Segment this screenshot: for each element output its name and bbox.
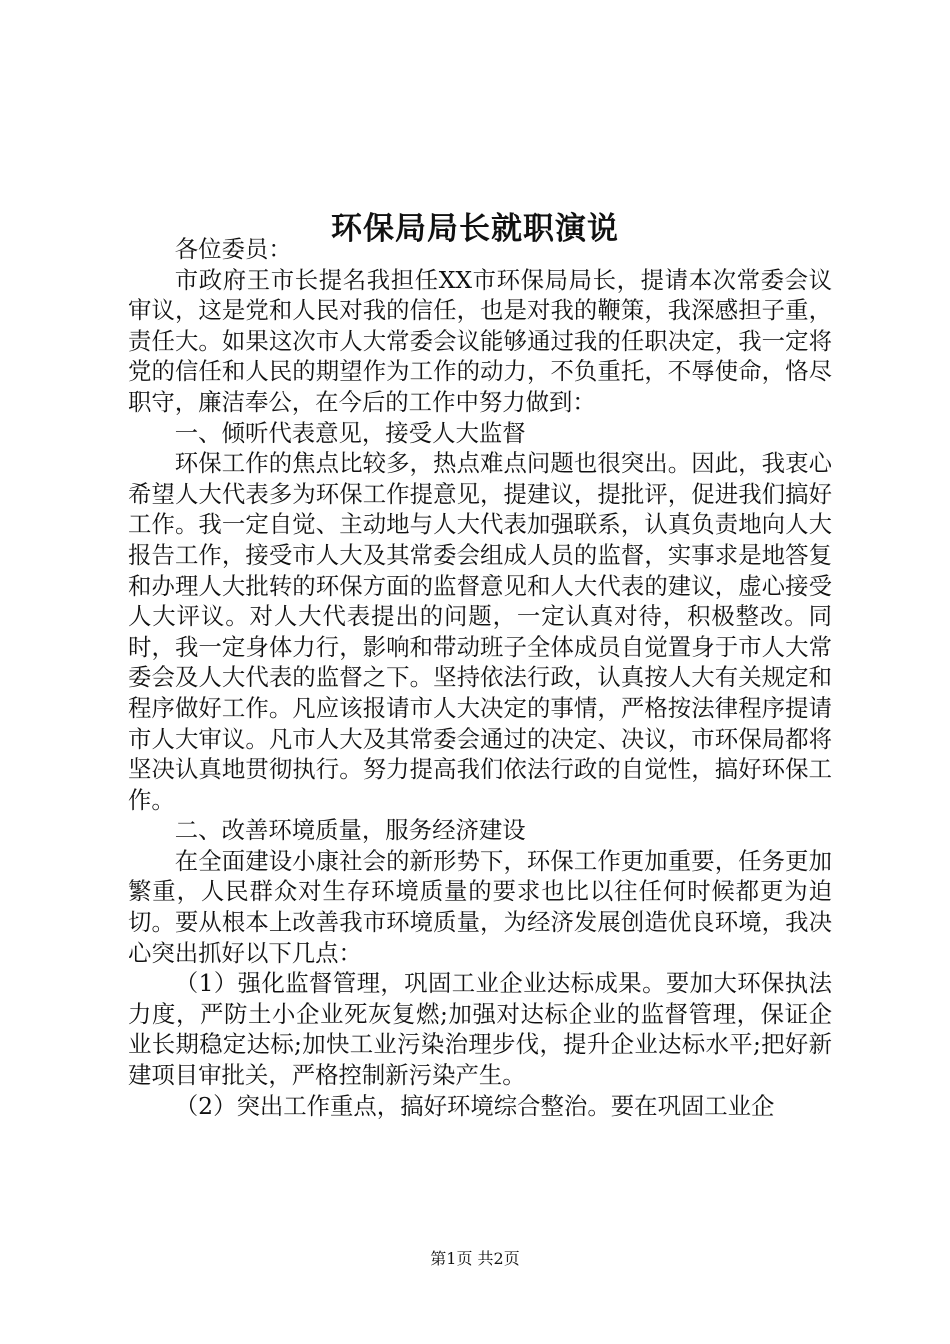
- item-1-paragraph: （1）强化监督管理，巩固工业企业达标成果。要加大环保执法力度，严防土小企业死灰复燃;加强对达标企业的监督管理，保证企业长期稳定达标;加快工业污染治理步伐，提升企业达标水平;把好新建项目审批关，严格控制新污染产生。: [128, 969, 832, 1090]
- section-1-paragraph: 环保工作的焦点比较多，热点难点问题也很突出。因此，我衷心希望人大代表多为环保工作提意见，提建议，提批评，促进我们搞好工作。我一定自觉、主动地与人大代表加强联系，认真负责地向人大报告工作，接受市人大及其常委会组成人员的监督，实事求是地答复和办理人大批转的环保方面的监督意见和人大代表的建议，虚心接受人大评议。对人大代表提出的问题，一定认真对待，积极整改。同时，我一定身体力行，影响和带动班子全体成员自觉置身于市人大常委会及人大代表的监督之下。坚持依法行政，认真按人大有关规定和程序做好工作。凡应该报请市人大决定的事情，严格按法律程序提请市人大审议。凡市人大及其常委会通过的决定、决议，市环保局都将坚决认真地贯彻执行。努力提高我们依法行政的自觉性，搞好环保工作。: [128, 449, 832, 814]
- section-heading-2: 二、改善环境质量，服务经济建设: [174, 816, 526, 845]
- section-2-paragraph: 在全面建设小康社会的新形势下，环保工作更加重要，任务更加繁重，人民群众对生存环境质量的要求也比以往任何时候都更为迫切。要从根本上改善我市环境质量，为经济发展创造优良环境，我决心突出抓好以下几点：: [128, 846, 832, 967]
- page-number-footer: 第1页 共2页: [430, 1249, 520, 1268]
- item-2-paragraph: （2）突出工作重点，搞好环境综合整治。要在巩固工业企: [174, 1091, 775, 1120]
- intro-paragraph: 市政府王市长提名我担任XX市环保局局长，提请本次常委会议审议，这是党和人民对我的信任，也是对我的鞭策，我深感担子重，责任大。如果这次市人大常委会议能够通过我的任职决定，我一定将党的信任和人民的期望作为工作的动力，不负重托，不辱使命，恪尽职守，廉洁奉公，在今后的工作中努力做到：: [128, 265, 832, 416]
- document-body: [128, 234, 832, 1121]
- document-title: 环保局局长就职演说: [331, 210, 619, 247]
- section-heading-1: 一、倾听代表意见，接受人大监督: [174, 418, 526, 447]
- salutation: 各位委员：: [174, 235, 292, 263]
